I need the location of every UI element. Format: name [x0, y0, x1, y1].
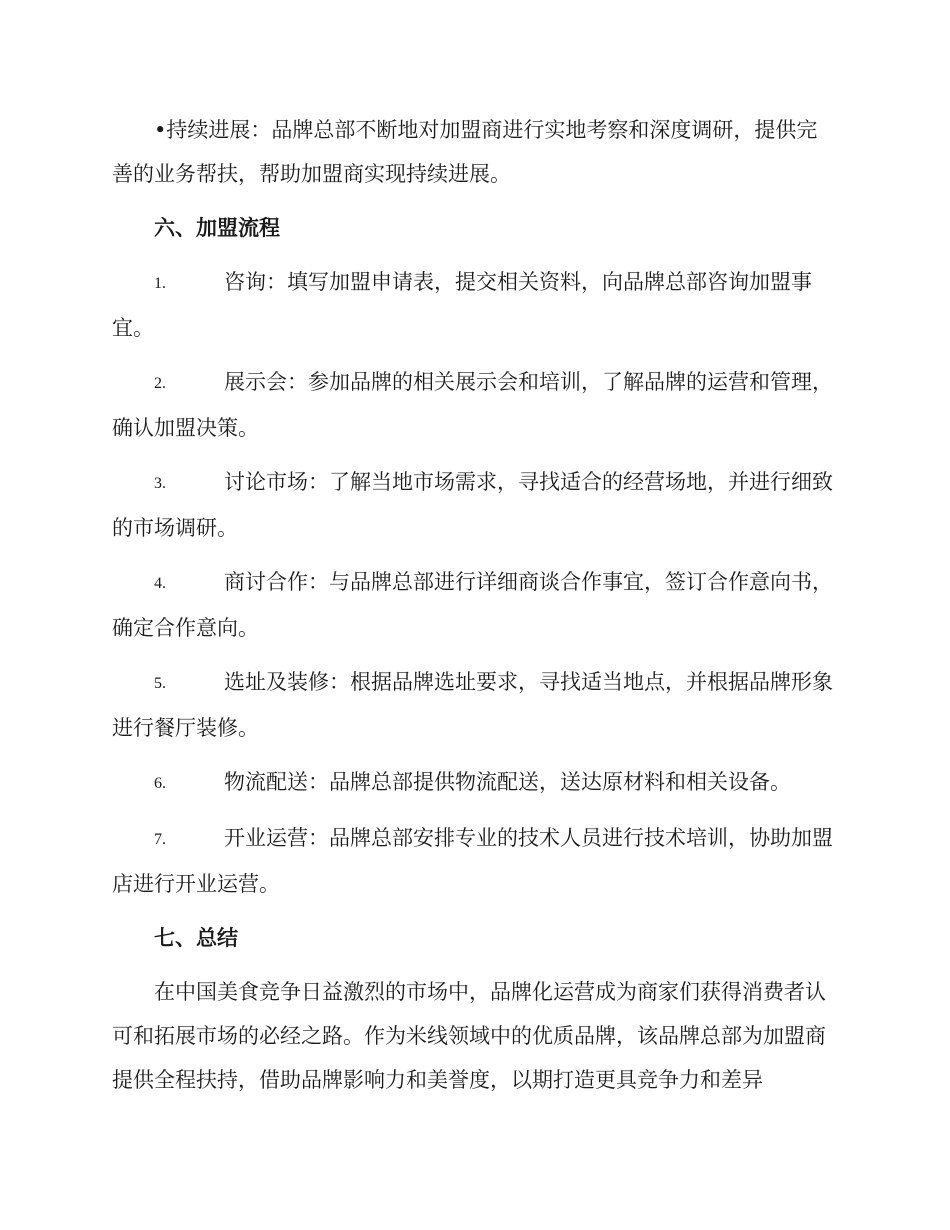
section-heading-franchise-process: 六、加盟流程 — [154, 216, 280, 240]
step-text: 商讨合作：与品牌总部进行详细商谈合作事宜，签订合作意向书，确定合作意向。 — [112, 570, 833, 640]
process-step-1 — [112, 260, 834, 350]
step-number: 5. — [154, 675, 166, 692]
summary-paragraph: 在中国美食竞争日益激烈的市场中，品牌化运营成为商家们获得消费者认可和拓展市场的必经之路。作为米线领域中的优质品牌，该品牌总部为加盟商提供全程扶持，借助品牌影响力和美誉度，以期打造更具竞争力和差异 — [112, 980, 826, 1092]
step-text: 开业运营：品牌总部安排专业的技术人员进行技术培训，协助加盟店进行开业运营。 — [112, 826, 833, 896]
step-number: 1. — [154, 275, 166, 292]
process-step-3 — [112, 460, 834, 550]
process-step-7 — [112, 816, 834, 906]
step-text: 展示会：参加品牌的相关展示会和培训，了解品牌的运营和管理，确认加盟决策。 — [112, 370, 833, 440]
step-text: 讨论市场：了解当地市场需求，寻找适合的经营场地，并进行细致的市场调研。 — [112, 470, 833, 540]
step-text: 物流配送：品牌总部提供物流配送，送达原材料和相关设备。 — [224, 770, 791, 794]
process-step-6 — [112, 760, 834, 806]
step-number: 6. — [154, 775, 166, 792]
bullet-paragraph-continuous-progress: •持续进展：品牌总部不断地对加盟商进行实地考察和深度调研，提供完善的业务帮扶，帮助加盟商实现持续进展。 — [112, 118, 818, 186]
document-page — [112, 108, 834, 1102]
process-step-5 — [112, 660, 834, 750]
step-number: 3. — [154, 475, 166, 492]
step-text: 选址及装修：根据品牌选址要求，寻找适当地点，并根据品牌形象进行餐厅装修。 — [112, 670, 833, 740]
step-text: 咨询：填写加盟申请表，提交相关资料，向品牌总部咨询加盟事宜。 — [112, 270, 812, 340]
process-step-2 — [112, 360, 834, 450]
process-step-4 — [112, 560, 834, 650]
step-number: 2. — [154, 375, 166, 392]
step-number: 4. — [154, 575, 166, 592]
step-number: 7. — [154, 831, 166, 848]
section-heading-summary: 七、总结 — [154, 926, 238, 950]
